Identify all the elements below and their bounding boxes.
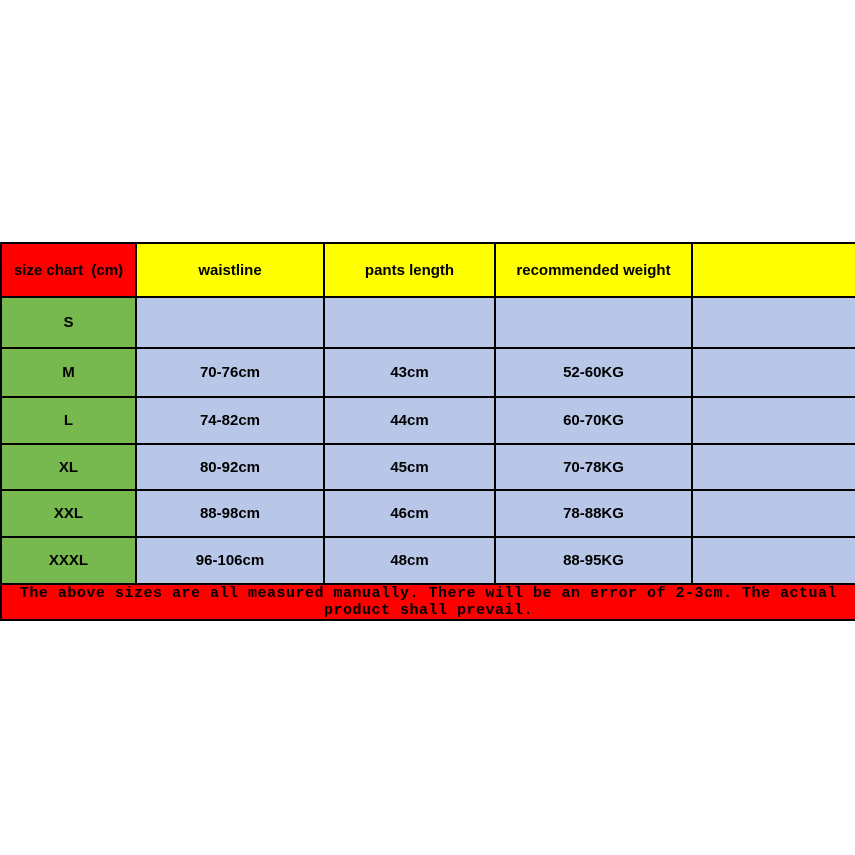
- header-waistline: waistline: [136, 243, 324, 297]
- waistline-s: [136, 297, 324, 348]
- table-row-xxxl: [1, 537, 855, 584]
- extra-xxl: [692, 490, 855, 537]
- pants-length-xxxl: 48cm: [324, 537, 495, 584]
- header-size-chart-title: size chart (cm): [1, 243, 136, 297]
- header-empty: [692, 243, 855, 297]
- extra-xxxl: [692, 537, 855, 584]
- header-pants-length: pants length: [324, 243, 495, 297]
- waistline-xxl: 88-98cm: [136, 490, 324, 537]
- pants-length-s: [324, 297, 495, 348]
- weight-xxl: 78-88KG: [495, 490, 692, 537]
- table-row-l: [1, 397, 855, 444]
- extra-s: [692, 297, 855, 348]
- table-row-s: [1, 297, 855, 348]
- weight-s: [495, 297, 692, 348]
- header-recommended-weight: recommended weight: [495, 243, 692, 297]
- size-chart: [0, 242, 855, 621]
- extra-l: [692, 397, 855, 444]
- waistline-xl: 80-92cm: [136, 444, 324, 490]
- size-label-xxxl: XXXL: [1, 537, 136, 584]
- footnote-text: The above sizes are all measured manually. There will be an error of 2-3cm. The actual product shall prevail.: [1, 584, 855, 620]
- weight-xl: 70-78KG: [495, 444, 692, 490]
- extra-m: [692, 348, 855, 397]
- pants-length-xxl: 46cm: [324, 490, 495, 537]
- pants-length-l: 44cm: [324, 397, 495, 444]
- waistline-xxxl: 96-106cm: [136, 537, 324, 584]
- weight-l: 60-70KG: [495, 397, 692, 444]
- size-label-s: S: [1, 297, 136, 348]
- header-row: [1, 243, 855, 297]
- pants-length-m: 43cm: [324, 348, 495, 397]
- pants-length-xl: 45cm: [324, 444, 495, 490]
- size-label-l: L: [1, 397, 136, 444]
- table-row-xl: [1, 444, 855, 490]
- waistline-l: 74-82cm: [136, 397, 324, 444]
- size-chart-table: [0, 242, 855, 621]
- table-row-m: [1, 348, 855, 397]
- size-label-xl: XL: [1, 444, 136, 490]
- table-row-xxl: [1, 490, 855, 537]
- size-label-xxl: XXL: [1, 490, 136, 537]
- weight-m: 52-60KG: [495, 348, 692, 397]
- footnote-row: [1, 584, 855, 620]
- waistline-m: 70-76cm: [136, 348, 324, 397]
- size-label-m: M: [1, 348, 136, 397]
- extra-xl: [692, 444, 855, 490]
- weight-xxxl: 88-95KG: [495, 537, 692, 584]
